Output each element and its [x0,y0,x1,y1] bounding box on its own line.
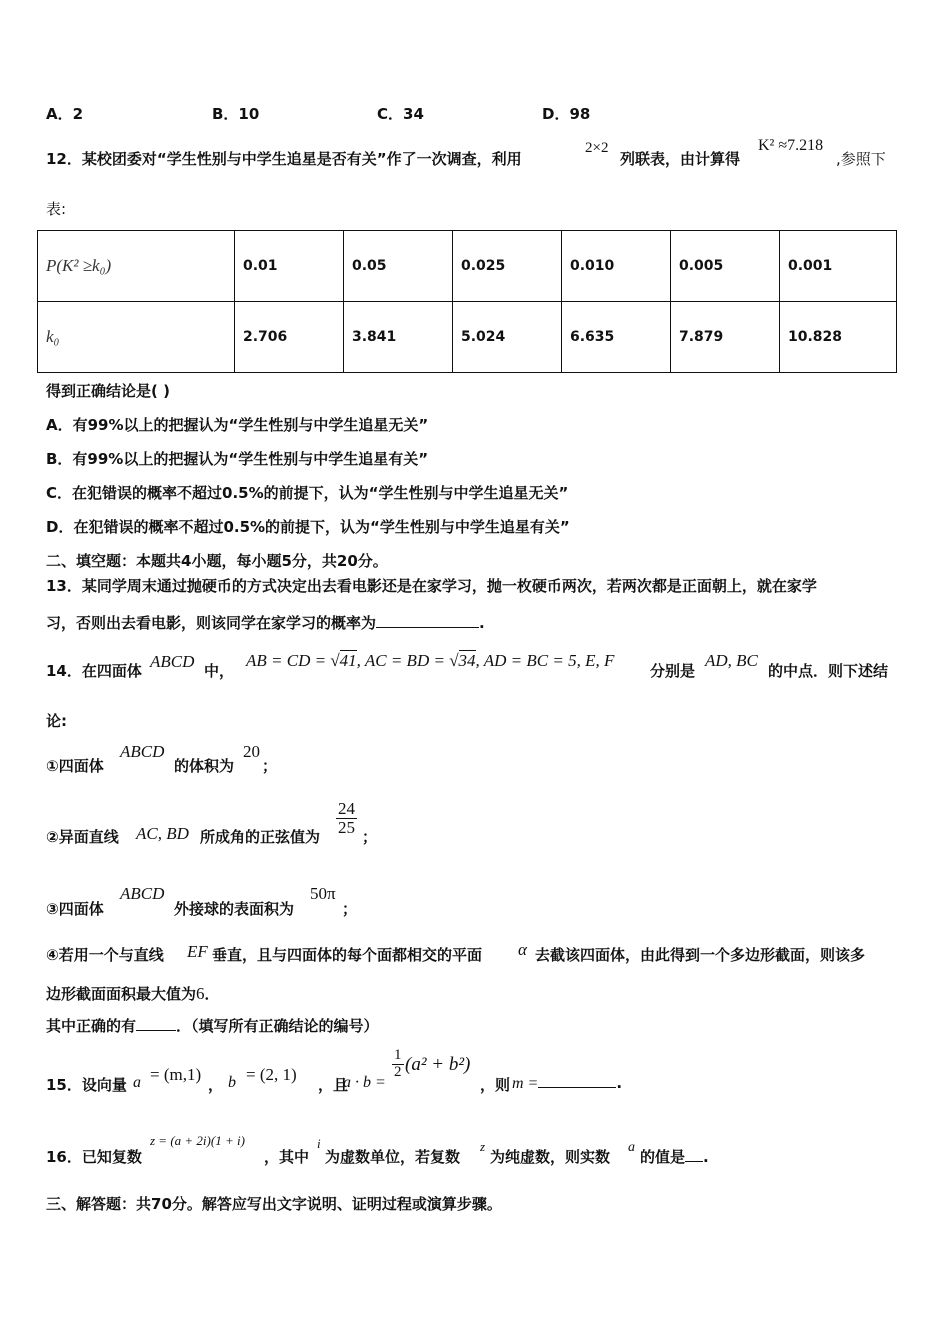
q14-s3-value: 50π [310,884,336,903]
critical-value-table [37,230,897,373]
q16-tail: 的值是 . [640,1148,709,1166]
q14-s4-line: EF [187,942,208,961]
table-cell: 5.024 [453,302,562,373]
q14-mid: 中， [204,662,235,680]
q14-s4-mid: 垂直，且与四面体的每个面都相交的平面 [212,946,483,964]
table-cell: 0.001 [780,231,897,302]
q15-vector-a: a [133,1074,141,1091]
q14-s4-plane: α [518,940,527,959]
q12-stem-b: 列联表，由计算得 [620,150,741,168]
table-cell: 6.635 [562,302,671,373]
q14-fenbie: 分别是 [650,662,696,680]
q12-stem-d: 表: [46,200,67,218]
q15-prefix: 15．设向量 [46,1076,127,1094]
section-3-title: 三、解答题：共70分。解答应写出文字说明、证明过程或演算步骤。 [46,1195,502,1213]
q14-s4-line2: 边形截面面积最大值为6． [46,984,220,1003]
q12-option-c: C．在犯错误的概率不超过0.5%的前提下，认为“学生性别与中学生追星无关” [46,484,569,502]
table-cell: 2.706 [235,302,344,373]
q16-imag-unit: i [317,1136,321,1151]
table-cell: 3.841 [344,302,453,373]
q14-s1-end: ； [262,757,278,775]
q15-comma: ， [208,1076,224,1094]
q14-s1-pre: ①四面体 [46,757,104,775]
q14-s2-fraction: $\frac{24}{25}$ [338,799,355,837]
answer-blank[interactable] [136,1030,176,1031]
q11-option-d: D．98 [542,105,591,123]
table-cell: 0.010 [562,231,671,302]
q14-s2-pre: ②异面直线 [46,828,119,846]
q14-s3-mid: 外接球的表面积为 [174,900,295,918]
q12-option-d: D．在犯错误的概率不超过0.5%的前提下，认为“学生性别与中学生追星有关” [46,518,570,536]
q15-and: ，且 [318,1076,349,1094]
q13-line2: 习，否则出去看电影，则该同学在家学习的概率为 . [46,614,485,632]
q12-stem: 12．某校团委对“学生性别与中学生追星是否有关”作了一次调查，利用 [46,150,522,168]
answer-blank[interactable] [685,1161,703,1162]
table-cell: 0.01 [235,231,344,302]
answer-blank[interactable] [538,1087,616,1088]
q16-mid3: 为纯虚数，则实数 [490,1148,611,1166]
q15-dot-product: a · b = [343,1074,386,1091]
q11-option-b: B．10 [212,105,260,123]
q14-s4-tail: 去截该四面体，由此得到一个多边形截面，则该多 [535,946,866,964]
q14-s3-tetra: ABCD [120,884,165,903]
q16-z-equation: z = (a + 2i)(1 + i) [150,1133,245,1148]
table-cell: 0.005 [671,231,780,302]
q16-z: z [480,1139,486,1154]
q15-half: $\frac{1}{2}$ [394,1047,402,1080]
q15-vector-b: b [228,1074,236,1091]
q16-a: a [628,1140,635,1155]
section-2-title: 二、填空题：本题共4小题，每小题5分，共20分。 [46,552,388,570]
q12-k2-value: K² ≈7.218 [758,137,824,154]
table-cell: 0.05 [344,231,453,302]
q13-line1: 13．某同学周末通过抛硬币的方式决定出去看电影还是在家学习，抛一枚硬币两次，若两次都是正面朝上，就在家学 [46,577,817,595]
q12-option-a: A．有99%以上的把握认为“学生性别与中学生追星无关” [46,416,429,434]
q16-prefix: 16．已知复数 [46,1148,142,1166]
q14-s1-mid: 的体积为 [174,757,235,775]
q16-mid2: 为虚数单位，若复数 [325,1148,461,1166]
table-row [38,231,897,302]
q15-then: ，则 [480,1076,511,1094]
q12-option-b: B．有99%以上的把握认为“学生性别与中学生追星有关” [46,450,429,468]
q14-line2: 论: [46,712,67,730]
q14-s2-mid: 所成角的正弦值为 [200,828,321,846]
q15-vector-b-value: = (2, 1) [246,1065,297,1084]
q15-sum-squares: (a² + b²) [405,1054,471,1075]
answer-blank[interactable] [376,627,479,628]
q12-stem-c: ,参照下 [836,150,886,168]
q14-ask: 其中正确的有 ．（填写所有正确结论的编号） [46,1017,379,1035]
q14-tetra: ABCD [150,652,195,671]
q14-conditions: AB = CD = √41, AC = BD = √34, AD = BC = 5, E, F [246,651,615,670]
q14-prefix: 14．在四面体 [46,662,142,680]
table-row-header: P(K² ≥k₀) [38,231,235,302]
q12-table-kind: 2×2 [585,140,609,156]
q14-s2-lines: AC, BD [136,824,189,843]
q15-answer: m = . [512,1074,623,1092]
q12-conclusion-prompt: 得到正确结论是( ) [46,382,170,400]
q14-s3-pre: ③四面体 [46,900,104,918]
q11-option-c: C．34 [377,105,424,123]
q11-option-a: A．2 [46,105,84,123]
q14-s4-pre: ④若用一个与直线 [46,946,164,964]
q14-tail: 的中点．则下述结 [768,662,889,680]
q14-s1-tetra: ABCD [120,742,165,761]
q14-midpoints: AD, BC [705,651,758,670]
q16-mid1: ，其中 [264,1148,310,1166]
q14-s1-value: 20 [243,742,260,761]
q15-vector-a-value: = (m,1) [150,1065,202,1084]
table-cell: 0.025 [453,231,562,302]
table-cell: 10.828 [780,302,897,373]
table-cell: 7.879 [671,302,780,373]
q14-s2-end: ； [362,828,378,846]
q14-s3-end: ； [342,900,358,918]
table-row [38,302,897,373]
table-row-header: k₀ [38,302,235,373]
